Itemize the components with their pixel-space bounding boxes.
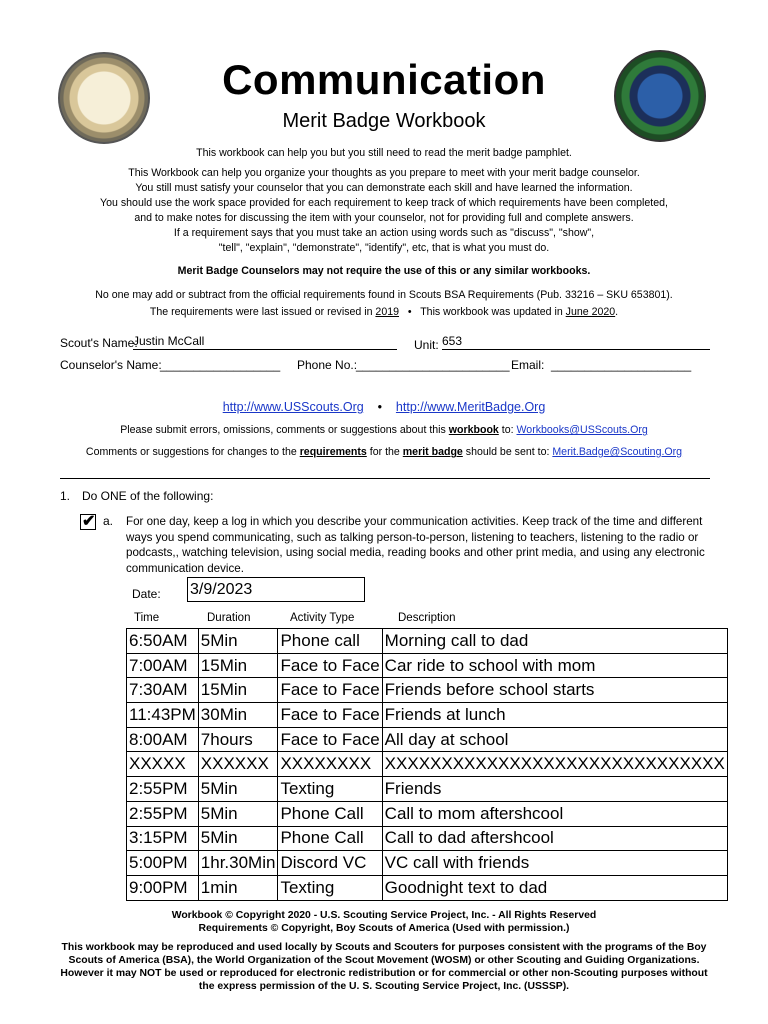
footer-notice-line: This workbook may be reproduced and used locally by Scouts and Scouters for purposes consistent with the programs of the Boy [61,942,707,953]
option-text-line: For one day, keep a log in which you describe your communication activities. Keep track of the time and different [126,515,703,528]
time-cell[interactable]: 2:55PM [127,801,199,826]
unit-field[interactable]: 653 [442,334,710,350]
time-cell[interactable]: 2:55PM [127,777,199,802]
issued-year: 2019 [375,306,399,318]
comments-prefix: Comments or suggestions for changes to the [85,446,297,458]
log-table-body [127,629,728,901]
intro-paragraph-line: You still must satisfy your counselor that you can demonstrate each skill and have learned the information. [135,182,633,194]
comments-suffix: should be sent to: [465,446,550,458]
merit-badge-email-link[interactable]: Merit.Badge@Scouting.Org [552,446,683,458]
activity-type-cell[interactable]: XXXXXXXX [278,752,382,777]
intro-paragraph-line: "tell", "explain", "demonstrate", "identify", etc, that is what you must do. [218,242,550,254]
table-row [127,703,728,728]
page-subtitle: Merit Badge Workbook [282,110,486,132]
time-cell[interactable]: 6:50AM [127,629,199,654]
submit-workbook: workbook [448,424,499,436]
description-cell[interactable]: VC call with friends [382,851,727,876]
counselor-name-label: Counselor's Name: [60,358,162,372]
col-header-time: Time [134,612,160,624]
usscouts-link[interactable]: http://www.USScouts.Org [222,400,364,414]
phone-label: Phone No.: [297,358,358,372]
description-cell[interactable]: All day at school [382,727,727,752]
option-text-line: ways you spend communicating, such as talking person-to-person, listening to teachers, listening to the radio or [126,530,699,544]
intro-paragraph [0,166,768,256]
intro-paragraph-line: You should use the work space provided for each requirement to keep track of which requirements have been completed, [100,197,668,209]
option-a-checkbox[interactable] [80,514,96,530]
email-field[interactable]: _____________________ [551,358,692,372]
description-cell[interactable]: Call to mom aftershcool [382,801,727,826]
comments-line [0,445,768,460]
duration-cell[interactable]: 5Min [198,777,278,802]
intro-line: This workbook can help you but you still need to read the merit badge pamphlet. [196,147,572,159]
intro-paragraph-line: This Workbook can help you organize your thoughts as you prepare to meet with your merit badge counselor. [128,167,640,179]
unit-label: Unit: [414,338,439,352]
submit-to: to: [501,424,514,436]
option-text-line: communication device. [126,561,244,575]
time-cell[interactable]: 7:30AM [127,678,199,703]
footer-notice-line: Scouts of America (BSA), the World Organization of the Scout Movement (WOSM) or other Scouting and Guiding Organizations. [68,955,700,966]
description-cell[interactable]: Friends before school starts [382,678,727,703]
links-bullet: • [377,400,383,414]
footer-notice-line: the express permission of the U. S. Scouting Service Project, Inc. (USSSP). [198,981,570,992]
table-row [127,875,728,900]
col-header-description: Description [398,612,456,624]
footer-copyright-2: Requirements © Copyright, Boy Scouts of America (Used with permission.) [198,923,570,934]
duration-cell[interactable]: 1hr.30Min [198,851,278,876]
intro-paragraph-line: and to make notes for discussing the item with your counselor, not for providing full and complete answers. [134,212,634,224]
activity-type-cell[interactable]: Face to Face [278,678,382,703]
duration-cell[interactable]: 5Min [198,801,278,826]
duration-cell[interactable]: 5Min [198,826,278,851]
section-divider [60,478,710,479]
time-cell[interactable]: 11:43PM [127,703,199,728]
date-field[interactable]: 3/9/2023 [187,577,365,602]
table-row [127,826,728,851]
description-cell[interactable]: Friends at lunch [382,703,727,728]
table-row [127,678,728,703]
activity-type-cell[interactable]: Phone Call [278,801,382,826]
table-row [127,851,728,876]
scout-name-label: Scout's Name: [60,336,138,350]
submit-line [0,423,768,438]
email-label: Email: [511,358,545,372]
activity-type-cell[interactable]: Phone call [278,629,382,654]
updated-prefix: This workbook was updated in [420,306,563,318]
duration-cell[interactable]: 30Min [198,703,278,728]
activity-type-cell[interactable]: Texting [278,875,382,900]
page-title: Communication [222,56,546,103]
requirement-text: Do ONE of the following: [82,489,214,503]
updated-suffix: . [615,306,619,318]
table-row [127,727,728,752]
time-cell[interactable]: 7:00AM [127,653,199,678]
scout-name-field[interactable]: Justin McCall [133,334,397,350]
activity-type-cell[interactable]: Face to Face [278,727,382,752]
comments-mid: for the [369,446,400,458]
option-letter: a. [103,514,114,528]
comments-requirements: requirements [299,446,367,458]
checkmark-icon: ✔ [82,513,96,530]
footer-notice [0,941,768,993]
footer-notice-line: However it may NOT be used or reproduced for electronic redistribution or for commercial or other non-Scouting purposes without [60,968,708,979]
issued-prefix: The requirements were last issued or revised in [149,306,373,318]
description-cell[interactable]: Call to dad aftershcool [382,826,727,851]
table-row [127,801,728,826]
duration-cell[interactable]: 15Min [198,653,278,678]
activity-type-cell[interactable]: Phone Call [278,826,382,851]
updated-date: June 2020 [565,306,616,318]
description-cell[interactable]: XXXXXXXXXXXXXXXXXXXXXXXXXXXXXX [382,752,727,777]
option-text-line: podcasts,, watching television, using social media, reading books and other print media, and using any electronic [126,546,705,559]
table-row [127,653,728,678]
description-cell[interactable]: Morning call to dad [382,629,727,654]
meritbadge-link[interactable]: http://www.MeritBadge.Org [395,400,546,414]
requirement-number: 1. [60,489,71,503]
phone-field[interactable]: _______________________ [356,358,510,372]
description-cell[interactable]: Car ride to school with mom [382,653,727,678]
links-row [0,400,768,414]
duration-cell[interactable]: XXXXXX [198,752,278,777]
activity-type-cell[interactable]: Texting [278,777,382,802]
activity-type-cell[interactable]: Face to Face [278,653,382,678]
counselor-note: Merit Badge Counselors may not require the use of this or any similar workbooks. [177,265,591,277]
time-cell[interactable]: 5:00PM [127,851,199,876]
duration-cell[interactable]: 7hours [198,727,278,752]
description-cell[interactable]: Goodnight text to dad [382,875,727,900]
duration-cell[interactable]: 1min [198,875,278,900]
table-row [127,629,728,654]
time-cell[interactable]: XXXXX [127,752,199,777]
table-row [127,752,728,777]
activity-type-cell[interactable]: Discord VC [278,851,382,876]
bullet: • [407,306,412,318]
counselor-name-field[interactable]: __________________ [160,358,281,372]
no-add-note: No one may add or subtract from the official requirements found in Scouts BSA Requirements (Pub. 33216 – SKU 653801). [95,289,673,301]
option-text [126,514,705,576]
time-cell[interactable]: 9:00PM [127,875,199,900]
duration-cell[interactable]: 15Min [198,678,278,703]
description-cell[interactable]: Friends [382,777,727,802]
activity-type-cell[interactable]: Face to Face [278,703,382,728]
col-header-duration: Duration [207,612,251,624]
communication-log-table [126,628,728,901]
issued-line [0,305,768,320]
footer-copyright-1: Workbook © Copyright 2020 - U.S. Scouting Service Project, Inc. - All Rights Reserved [171,910,597,921]
submit-prefix: Please submit errors, omissions, comments or suggestions about this [120,424,446,436]
table-row [127,777,728,802]
duration-cell[interactable]: 5Min [198,629,278,654]
time-cell[interactable]: 8:00AM [127,727,199,752]
intro-paragraph-line: If a requirement says that you must take an action using words such as "discuss", "show", [173,227,595,239]
col-header-activity-type: Activity Type [290,612,355,624]
workbooks-email-link[interactable]: Workbooks@USScouts.Org [516,424,648,436]
comments-merit-badge: merit badge [402,446,463,458]
date-label: Date: [132,587,161,601]
time-cell[interactable]: 3:15PM [127,826,199,851]
